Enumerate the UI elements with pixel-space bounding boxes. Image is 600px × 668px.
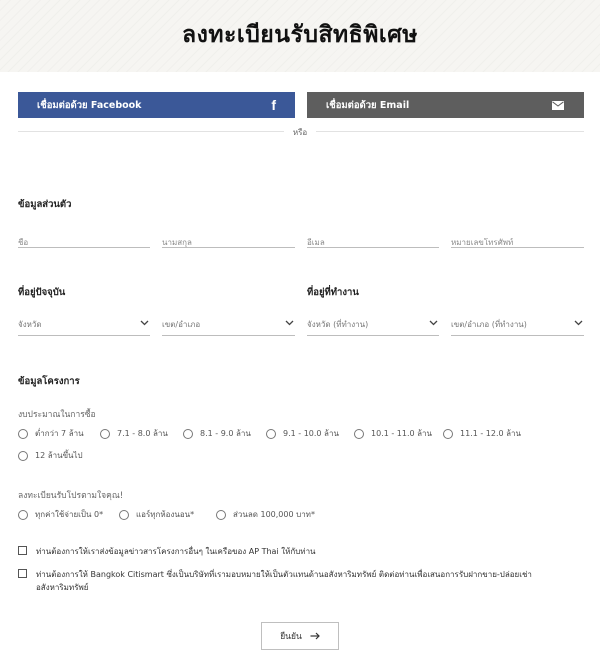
project-info-title: ข้อมูลโครงการ bbox=[18, 376, 80, 387]
budget-option[interactable] bbox=[183, 427, 251, 440]
last-name-input[interactable] bbox=[162, 238, 295, 250]
home-district-value: เขต/อำเภอ bbox=[162, 320, 201, 329]
work-district-select[interactable] bbox=[451, 318, 584, 336]
budget-option[interactable] bbox=[443, 427, 521, 440]
envelope-icon bbox=[552, 101, 564, 110]
radio-icon bbox=[354, 429, 364, 439]
citismart-consent-label: ท่านต้องการให้ Bangkok Citismart ซึ่งเป็นบริษัทที่เรามอบหมายให้เป็นตัวแทนด้านอสังหาริมทรัพย์ ติดต่อท่านเพื่อเสนอการรับฝากขาย-ปล่อยเช่าอสังหาริมทรัพย์ bbox=[36, 570, 532, 592]
last-name-field[interactable] bbox=[162, 230, 295, 248]
work-province-value: จังหวัด (ที่ทำงาน) bbox=[307, 320, 369, 329]
citismart-consent-checkbox[interactable] bbox=[18, 568, 571, 594]
divider-text: หรือ bbox=[284, 126, 316, 139]
facebook-connect-button[interactable] bbox=[18, 92, 295, 118]
chevron-down-icon bbox=[574, 320, 583, 326]
budget-label: งบประมาณในการซื้อ bbox=[18, 410, 96, 420]
budget-option-label: 11.1 - 12.0 ล้าน bbox=[460, 429, 522, 438]
header-banner bbox=[0, 0, 600, 72]
or-divider bbox=[0, 128, 600, 137]
budget-option[interactable] bbox=[266, 427, 339, 440]
budget-option-label: ต่ำกว่า 7 ล้าน bbox=[35, 429, 84, 438]
promo-option[interactable] bbox=[119, 508, 194, 521]
email-button-label: เชื่อมต่อด้วย Email bbox=[326, 99, 410, 111]
chevron-down-icon bbox=[140, 320, 149, 326]
submit-button-label: ยืนยัน bbox=[280, 632, 302, 642]
radio-icon bbox=[216, 510, 226, 520]
page-title: ลงทะเบียนรับสิทธิพิเศษ bbox=[182, 22, 418, 48]
email-field[interactable] bbox=[307, 230, 439, 248]
work-address-title: ที่อยู่ที่ทำงาน bbox=[307, 287, 359, 298]
radio-icon bbox=[18, 451, 28, 461]
promo-option[interactable] bbox=[216, 508, 315, 521]
chevron-down-icon bbox=[429, 320, 438, 326]
radio-icon bbox=[18, 510, 28, 520]
budget-option[interactable] bbox=[18, 449, 83, 462]
checkbox-icon bbox=[18, 569, 27, 578]
budget-option[interactable] bbox=[100, 427, 168, 440]
budget-option-label: 7.1 - 8.0 ล้าน bbox=[117, 429, 168, 438]
promo-label: ลงทะเบียนรับโปรตามใจคุณ! bbox=[18, 491, 124, 501]
email-connect-button[interactable] bbox=[307, 92, 584, 118]
radio-icon bbox=[183, 429, 193, 439]
radio-icon bbox=[100, 429, 110, 439]
first-name-input[interactable] bbox=[18, 238, 150, 250]
home-address-title: ที่อยู่ปัจจุบัน bbox=[18, 287, 66, 298]
radio-icon bbox=[266, 429, 276, 439]
home-province-select[interactable] bbox=[18, 318, 150, 336]
first-name-field[interactable] bbox=[18, 230, 150, 248]
chevron-down-icon bbox=[285, 320, 294, 326]
promo-option-label: แอร์ทุกห้องนอน* bbox=[136, 510, 195, 519]
budget-option-label: 9.1 - 10.0 ล้าน bbox=[283, 429, 339, 438]
submit-button[interactable] bbox=[261, 622, 339, 650]
radio-icon bbox=[18, 429, 28, 439]
budget-option[interactable] bbox=[354, 427, 432, 440]
radio-icon bbox=[443, 429, 453, 439]
phone-field[interactable] bbox=[451, 230, 584, 248]
budget-option-label: 12 ล้านขึ้นไป bbox=[35, 451, 83, 460]
personal-info-title: ข้อมูลส่วนตัว bbox=[18, 199, 72, 210]
work-province-select[interactable] bbox=[307, 318, 439, 336]
email-input[interactable] bbox=[307, 238, 439, 250]
budget-option[interactable] bbox=[18, 427, 84, 440]
budget-option-label: 10.1 - 11.0 ล้าน bbox=[371, 429, 433, 438]
ap-thai-consent-label: ท่านต้องการให้เราส่งข้อมูลข่าวสารโครงการอื่นๆ ในเครือของ AP Thai ให้กับท่าน bbox=[36, 547, 316, 556]
home-province-value: จังหวัด bbox=[18, 320, 42, 329]
phone-input[interactable] bbox=[451, 238, 584, 250]
arrow-right-icon bbox=[310, 632, 320, 640]
facebook-button-label: เชื่อมต่อด้วย Facebook bbox=[37, 99, 142, 111]
home-district-select[interactable] bbox=[162, 318, 295, 336]
radio-icon bbox=[119, 510, 129, 520]
promo-option-label: ทุกค่าใช้จ่ายเป็น 0* bbox=[35, 510, 104, 519]
budget-option-label: 8.1 - 9.0 ล้าน bbox=[200, 429, 251, 438]
checkbox-icon bbox=[18, 546, 27, 555]
work-district-value: เขต/อำเภอ (ที่ทำงาน) bbox=[451, 320, 527, 329]
ap-thai-consent-checkbox[interactable] bbox=[18, 545, 571, 558]
facebook-icon: f bbox=[271, 97, 276, 113]
promo-option[interactable] bbox=[18, 508, 103, 521]
promo-option-label: ส่วนลด 100,000 บาท* bbox=[233, 510, 315, 519]
